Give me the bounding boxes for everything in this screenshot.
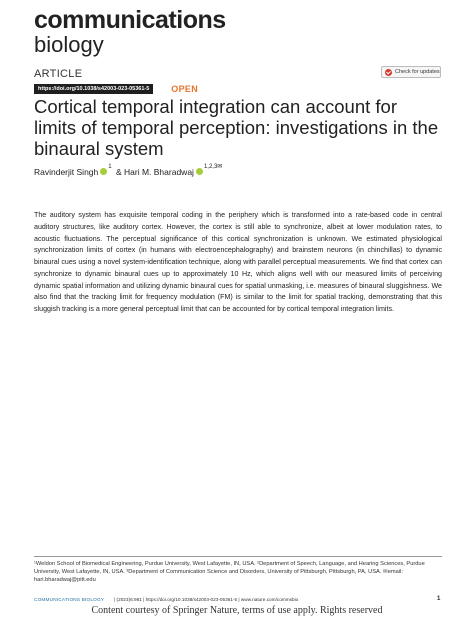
page-number: 1 — [437, 596, 441, 602]
orcid-icon[interactable] — [100, 168, 107, 175]
footnote-divider — [34, 556, 442, 557]
orcid-icon[interactable] — [196, 168, 203, 175]
footer-citation: | (2023)6:981 | https://doi.org/10.1038/s42003-023-05361-5 | www.nature.com/commsbio — [114, 597, 299, 602]
article-type-label: ARTICLE — [34, 68, 83, 80]
abstract: The auditory system has exquisite temporal coding in the periphery which is transformed into a rate-based code in central auditory structures, like auditory cortex. However, the cortex is still able to synchronize, albeit at lower modulation rates, to acoustic fluctuations. The perceptual significance of this cortical synchronization is unknown. We estimated physiological synchronization limits of cortex (in humans with electroencephalography) and brainstem neurons (in chinchillas) to dynamic binaural cues using a novel system-identification technique, along with parallel perceptual measurements. We find that cortex can synchronize to dynamic binaural cues up to approximately 10 Hz, which aligns well with our measured limits of perceiving dynamic spatial information and utilizing dynamic binaural cues for spatial unmasking, i.e. measures of binaural sluggishness. We also find that the tracking limit for frequency modulation (FM) is similar to the limit for spatial tracking, demonstrating that this sluggish tracking is a more general perceptual limit that can be accounted for by cortical temporal integration limits. — [34, 211, 442, 313]
open-access-label: OPEN — [171, 84, 198, 94]
check-for-updates-label: Check for updates — [395, 69, 440, 75]
affiliations: ¹Weldon School of Biomedical Engineering, Purdue University, West Lafayette, IN, USA. ²Department of Speech, Language, and Hearing Sciences, Purdue University, West Lafayette, IN, USA. ³Department of Communication Science and Disorders, University of Pittsburgh, Pittsburgh, PA, USA. ✉email: hari.bharadwaj@pitt.edu — [34, 561, 425, 584]
check-updates-icon — [385, 69, 392, 76]
journal-name-line1: communications — [34, 6, 226, 34]
doi-row — [34, 84, 198, 94]
footer-journal-name: COMMUNICATIONS BIOLOGY — [34, 597, 105, 602]
journal-name-line2: biology — [34, 32, 104, 57]
author-name[interactable]: Ravinderjit Singh — [34, 167, 99, 177]
journal-logo — [34, 8, 226, 56]
doi-link[interactable]: https://doi.org/10.1038/s42003-023-05361-5 — [34, 84, 153, 94]
author-name[interactable]: Hari M. Bharadwaj — [124, 167, 194, 177]
article-title: Cortical temporal integration can account for limits of temporal perception: investigations in the binaural system — [34, 96, 439, 159]
author-list: Ravinderjit Singh 1 & Hari M. Bharadwaj 1,2,3✉ — [34, 164, 223, 177]
courtesy-notice: Content courtesy of Springer Nature, terms of use apply. Rights reserved — [91, 605, 383, 616]
check-for-updates-button[interactable] — [381, 66, 441, 78]
author-separator: & — [113, 167, 125, 177]
